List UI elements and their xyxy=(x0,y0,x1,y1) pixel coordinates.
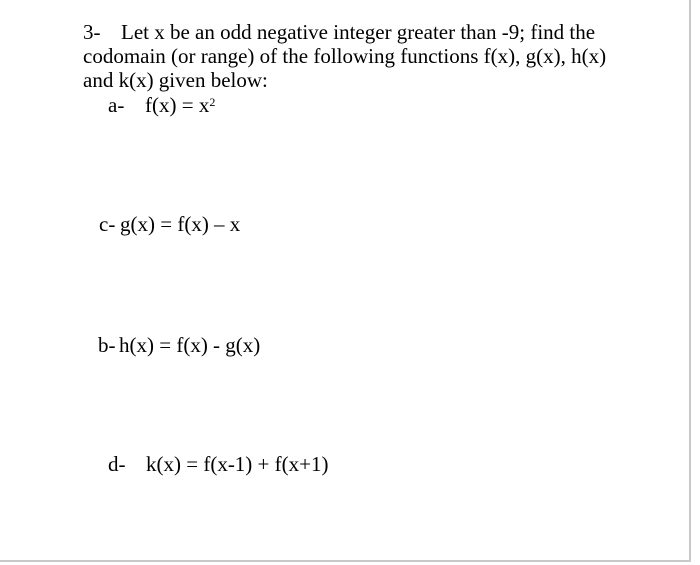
question-line-1 xyxy=(83,20,595,44)
question-line-3: and k(x) given below: xyxy=(83,68,268,92)
part-c-expression: g(x) = f(x) – x xyxy=(120,212,241,236)
part-a xyxy=(108,93,215,117)
question-number: 3- xyxy=(83,20,101,44)
part-c xyxy=(99,212,240,236)
question-text-line-1: Let x be an odd negative integer greater than -9; find the xyxy=(121,20,596,44)
part-c-label: c- xyxy=(99,212,116,236)
part-d-expression: k(x) = f(x-1) + f(x+1) xyxy=(146,452,329,476)
part-a-exponent: 2 xyxy=(209,95,216,109)
page-bottom-edge xyxy=(0,560,691,562)
part-d-label: d- xyxy=(108,452,126,476)
part-a-expression: f(x) = x xyxy=(145,93,210,117)
question-line-2: codomain (or range) of the following functions f(x), g(x), h(x) xyxy=(83,44,607,68)
part-b-expression: h(x) = f(x) - g(x) xyxy=(119,333,261,357)
part-b xyxy=(98,333,260,357)
page-right-edge xyxy=(689,0,691,562)
part-b-label: b- xyxy=(98,333,116,357)
part-d xyxy=(108,452,328,476)
part-a-label: a- xyxy=(108,93,125,117)
